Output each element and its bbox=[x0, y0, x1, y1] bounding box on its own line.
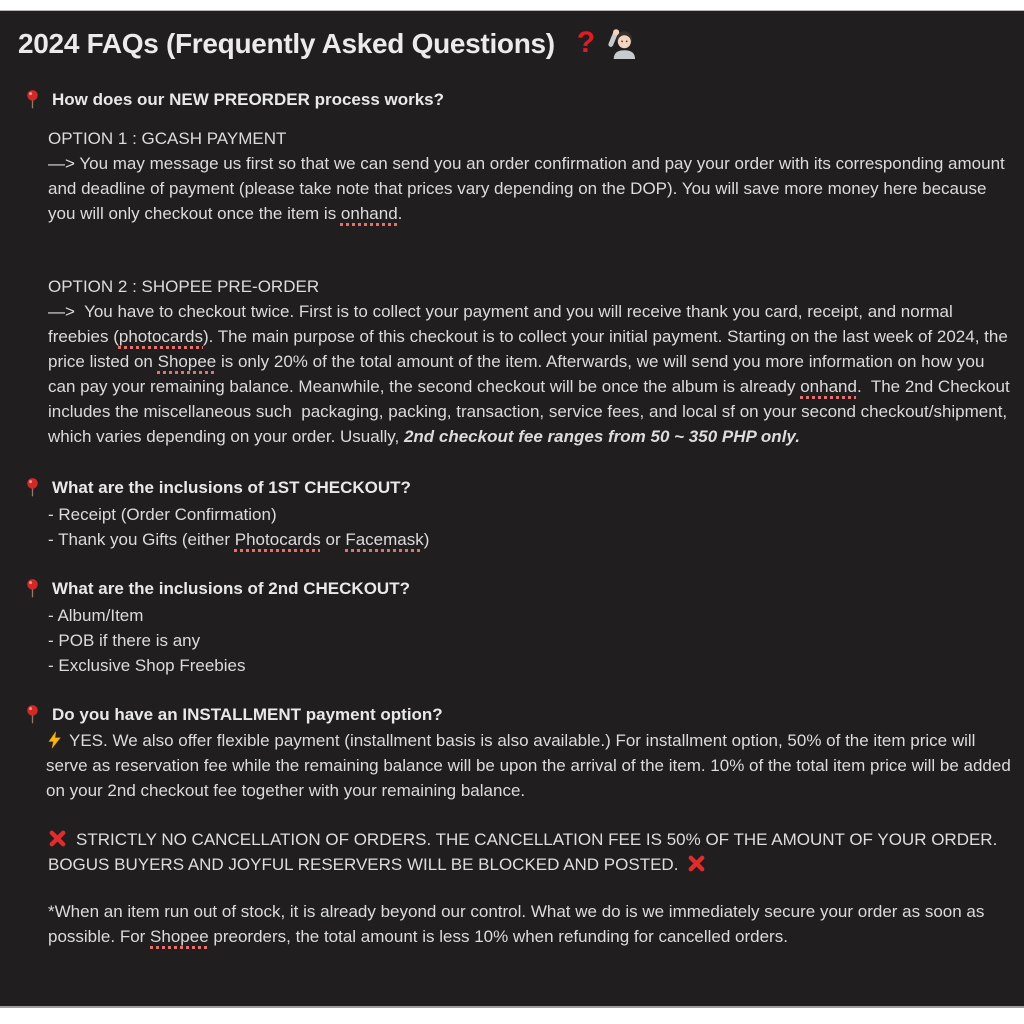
installment-answer bbox=[46, 728, 1016, 803]
cancellation-warning bbox=[48, 827, 1012, 877]
faq-question-installment bbox=[25, 702, 1012, 727]
page-header bbox=[18, 25, 1012, 61]
list-item-text: - Album/Item bbox=[48, 606, 144, 625]
second-checkout-list bbox=[48, 603, 1012, 678]
option2-paragraph bbox=[48, 274, 1015, 449]
list-item-text: - Receipt (Order Confirmation) bbox=[48, 505, 277, 524]
refund-note bbox=[48, 899, 1012, 949]
option2-body bbox=[48, 299, 1015, 449]
list-item bbox=[48, 603, 1012, 628]
list-item bbox=[48, 653, 1012, 678]
body-text: —> You have to checkout twice. First is to collect your payment and you will receive thank you card, receipt, and normal freebies ( bbox=[48, 302, 958, 346]
lightning-icon bbox=[46, 731, 64, 749]
question-text: What are the inclusions of 2nd CHECKOUT? bbox=[52, 579, 410, 598]
pushpin-icon bbox=[25, 704, 40, 725]
cross-mark-icon bbox=[687, 854, 706, 873]
misspelled-word-facemask: Facemask bbox=[345, 530, 424, 549]
faq-question-preorder bbox=[25, 87, 1012, 112]
option1-heading: OPTION 1 : GCASH PAYMENT bbox=[48, 129, 287, 148]
list-item-text: - Thank you Gifts (either bbox=[48, 530, 235, 549]
question-mark-icon: ? bbox=[576, 26, 596, 59]
option1-paragraph bbox=[48, 126, 1012, 226]
misspelled-word-shopee: Shopee bbox=[150, 927, 209, 946]
body-text: is only 20% of the total amount of the item. Afterwards, we will send you more information on how you can pay your remaining balance. Meanwhile, the second checkout will be once the album is already bbox=[48, 352, 990, 396]
misspelled-word-photocards: Photocards bbox=[234, 530, 321, 549]
misspelled-word-onhand: onhand bbox=[800, 377, 857, 396]
question-text: How does our NEW PREORDER process works? bbox=[52, 90, 445, 109]
faq-question-second-checkout bbox=[25, 576, 1012, 601]
misspelled-word-shopee: Shopee bbox=[157, 352, 217, 371]
fee-range-highlight: 2nd checkout fee ranges from 50 ~ 350 PHP only. bbox=[403, 427, 800, 446]
body-text: *When an item run out of stock, it is already beyond our control. What we do is we immediately secure your order as soon as possible. For bbox=[48, 902, 990, 946]
list-item-text: - POB if there is any bbox=[48, 631, 201, 650]
list-item bbox=[48, 502, 1012, 527]
question-text: What are the inclusions of 1ST CHECKOUT? bbox=[52, 478, 411, 497]
list-item-text: or bbox=[320, 530, 346, 549]
body-text: ). The main purpose of this checkout is to collect your initial payment. Starting on the last week of 2024, the price listed on bbox=[48, 327, 1013, 371]
option1-body bbox=[48, 151, 1012, 226]
option2-heading: OPTION 2 : SHOPEE PRE-ORDER bbox=[48, 277, 320, 296]
warning-text: STRICTLY NO CANCELLATION OF ORDERS. THE CANCELLATION FEE IS 50% OF THE AMOUNT OF YOUR ORDER. BOGUS BUYERS AND JOYFUL RESERVERS WILL BE BLOCKED AND POSTED. bbox=[48, 830, 1003, 874]
pushpin-icon bbox=[25, 477, 40, 498]
raising-hand-icon bbox=[605, 28, 636, 59]
body-text: —> You may message us first so that we can send you an order confirmation and pay your order with its corresponding amount and deadline of payment (please take note that prices vary depending on the DOP). You will save more money here because you will only checkout once the item is bbox=[48, 154, 1010, 223]
body-text: preorders, the total amount is less 10% when refunding for cancelled orders. bbox=[208, 927, 788, 946]
body-text: . The 2nd Checkout includes the miscellaneous such packaging, packing, transaction, service fees, and local sf on your second checkout/shipment, which varies depending on your order. Usually, bbox=[48, 377, 1015, 446]
list-item bbox=[48, 527, 1012, 552]
faq-question-first-checkout bbox=[25, 475, 1012, 500]
body-text: . bbox=[397, 204, 403, 223]
faq-document-panel bbox=[0, 10, 1024, 1008]
misspelled-word-photocards: photocards bbox=[118, 327, 203, 346]
pushpin-icon bbox=[25, 89, 40, 110]
cross-mark-icon bbox=[48, 829, 67, 848]
pushpin-icon bbox=[25, 578, 40, 599]
misspelled-word-onhand: onhand bbox=[340, 204, 398, 223]
list-item bbox=[48, 628, 1012, 653]
list-item-text: - Exclusive Shop Freebies bbox=[48, 656, 246, 675]
list-item-text: ) bbox=[423, 530, 430, 549]
page-title: 2024 FAQs (Frequently Asked Questions) bbox=[18, 27, 555, 59]
first-checkout-list bbox=[48, 502, 1012, 552]
question-text: Do you have an INSTALLMENT payment option? bbox=[52, 705, 443, 724]
answer-text: YES. We also offer flexible payment (installment basis is also available.) For installment option, 50% of the item price will serve as reservation fee while the remaining balance will be upon the arrival of the item. 10% of the total item price will be added on your 2nd checkout fee together with your remaining balance. bbox=[46, 731, 1016, 800]
